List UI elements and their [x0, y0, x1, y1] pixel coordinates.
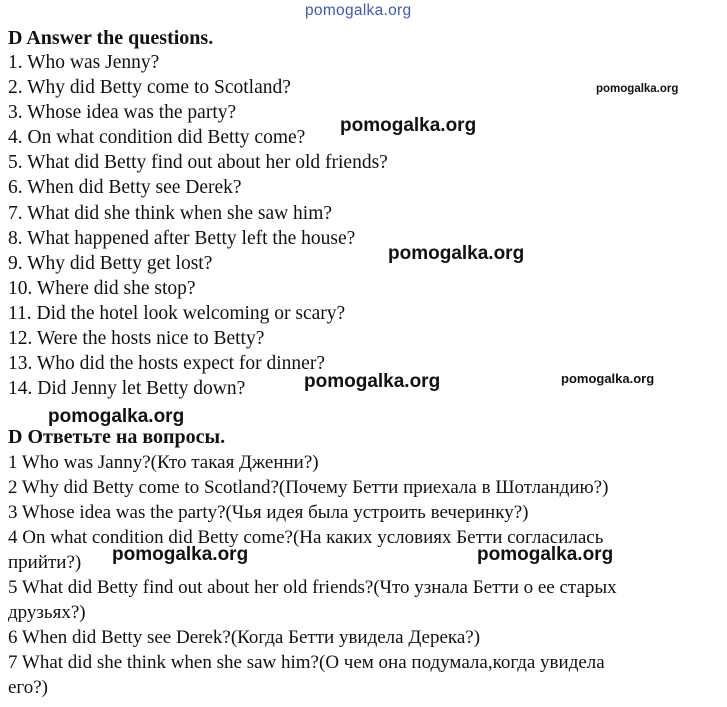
question-13: 13. Who did the hosts expect for dinner?: [8, 353, 325, 374]
watermark-2: pomogalka.org: [388, 243, 525, 264]
ru-line-2: 2 Why did Betty come to Scotland?(Почему Бетти приехала в Шотландию?): [8, 477, 609, 498]
question-6: 6. When did Betty see Derek?: [8, 177, 242, 198]
question-4: 4. On what condition did Betty come?: [8, 127, 306, 148]
question-1: 1. Who was Jenny?: [8, 52, 160, 73]
watermark-3: pomogalka.org: [304, 371, 441, 392]
watermark-small-2: pomogalka.org: [561, 371, 655, 386]
watermark-4: pomogalka.org: [48, 406, 185, 427]
question-8: 8. What happened after Betty left the house?: [8, 228, 356, 249]
ru-line-1: 1 Who was Janny?(Кто такая Дженни?): [8, 452, 319, 473]
question-11: 11. Did the hotel look welcoming or scary?: [8, 303, 346, 324]
ru-line-6: 6 When did Betty see Derek?(Когда Бетти увидела Дерека?): [8, 627, 481, 648]
watermark-small-1: pomogalka.org: [596, 83, 679, 95]
question-10: 10. Where did she stop?: [8, 278, 196, 299]
ru-line-4-cont: прийти?): [8, 552, 82, 573]
question-9: 9. Why did Betty get lost?: [8, 253, 213, 274]
watermark-1: pomogalka.org: [340, 115, 477, 136]
section-heading-ru: D Ответьте на вопросы.: [8, 426, 226, 448]
ru-line-7: 7 What did she think when she saw him?(О чем она подумала,когда увидела: [8, 652, 605, 673]
ru-line-5: 5 What did Betty find out about her old friends?(Что узнала Бетти о ее старых: [8, 577, 617, 598]
ru-line-5-cont: друзьях?): [8, 602, 86, 623]
question-5: 5. What did Betty find out about her old friends?: [8, 152, 388, 173]
question-7: 7. What did she think when she saw him?: [8, 203, 333, 224]
question-2: 2. Why did Betty come to Scotland?: [8, 77, 291, 98]
watermark-5: pomogalka.org: [112, 544, 249, 565]
ru-line-3: 3 Whose idea was the party?(Чья идея была устроить вечеринку?): [8, 502, 529, 523]
watermark-6: pomogalka.org: [477, 544, 614, 565]
question-3: 3. Whose idea was the party?: [8, 102, 237, 123]
ru-line-4: 4 On what condition did Betty come?(На каких условиях Бетти согласилась: [8, 527, 604, 548]
watermark-top: pomogalka.org: [305, 2, 412, 19]
question-14: 14. Did Jenny let Betty down?: [8, 378, 246, 399]
question-12: 12. Were the hosts nice to Betty?: [8, 328, 265, 349]
section-heading-en: D Answer the questions.: [8, 27, 214, 49]
ru-line-7-cont: его?): [8, 677, 49, 698]
